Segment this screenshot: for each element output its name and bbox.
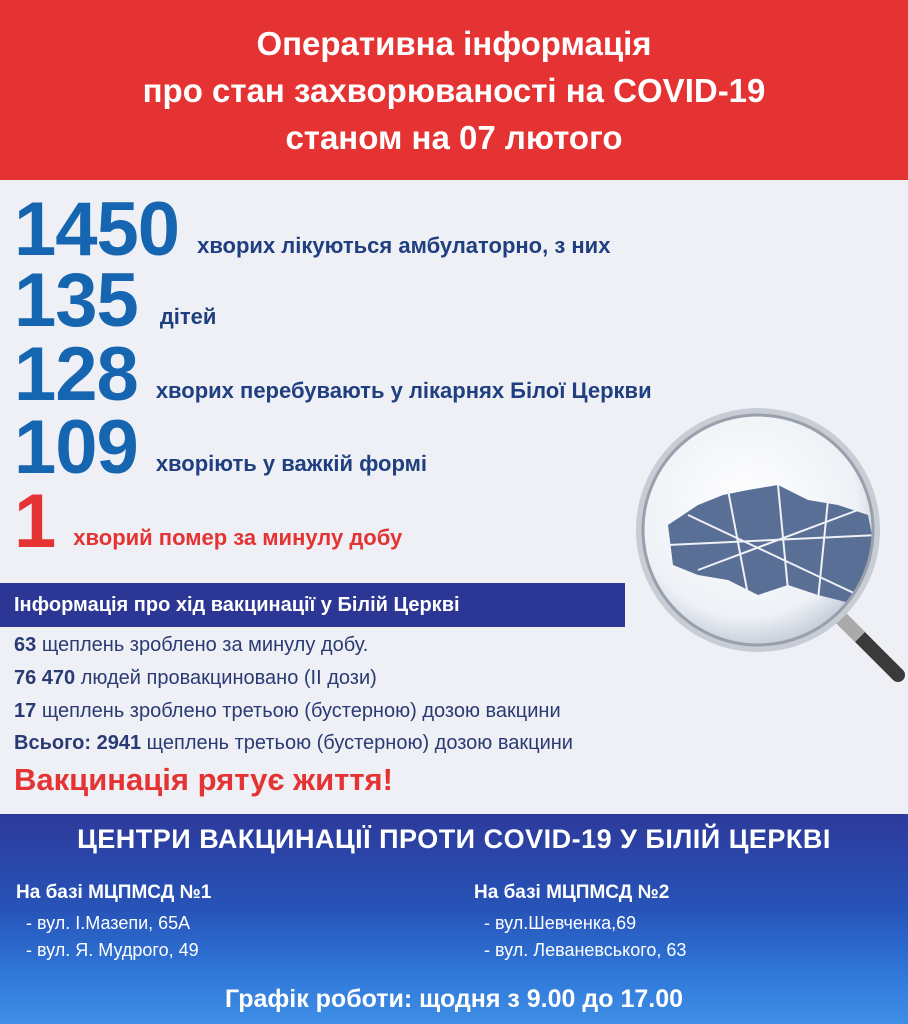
stat-label: хворий помер за минулу добу [73,525,403,550]
vaccination-value: 63 [14,634,37,656]
stat-ambulatory [14,187,611,272]
stat-label: дітей [159,304,217,329]
header-line-3: станом на 07 лютого [285,118,623,156]
vaccination-line [14,634,368,657]
centers-title: ЦЕНТРИ ВАКЦИНАЦІЇ ПРОТИ COVID-19 У БІЛІЙ ЦЕРКВІ [77,824,831,854]
vaccination-heading: Інформація про хід вакцинації у Білій Церкві [0,583,625,627]
center-address: - вул. Леваневського, 63 [484,940,687,960]
vaccination-slogan: Вакцинація рятує життя! [14,762,393,797]
stat-children [14,258,217,343]
center-address: - вул.Шевченка,69 [484,913,637,933]
stat-severe [14,405,428,490]
schedule-text: Графік роботи: щодня з 9.00 до 17.00 [224,985,684,1013]
stat-label: хворих перебувають у лікарнях Білої Церкви [155,378,652,403]
vaccination-text: щеплень третьою (бустерною) дозою вакцини [146,732,573,754]
center-address: - вул. Я. Мудрого, 49 [26,940,199,960]
header-line-2: про стан захворюваності на COVID-19 [142,71,766,109]
stat-value: 1 [14,479,56,564]
stat-label: хворих лікуються амбулаторно, з них [197,233,611,258]
stat-value: 1450 [14,187,180,272]
vaccination-text: щеплень зроблено третьою (бустерною) дозою вакцини [41,700,561,722]
center-address: - вул. І.Мазепи, 65А [26,913,191,933]
magnifier-icon [628,405,908,685]
stat-label: хворіють у важкій формі [155,451,428,476]
stat-value: 109 [14,405,138,490]
vaccination-value: 76 470 [14,667,76,689]
vaccination-text: щеплень зроблено за минулу добу. [41,634,369,656]
vaccination-text: людей провакциновано (ІІ дози) [80,667,377,689]
vaccination-line [14,700,561,723]
center-head: На базі МЦПМСД №2 [474,882,670,903]
stat-value: 128 [14,332,138,417]
center-column-2 [474,882,686,964]
center-head: На базі МЦПМСД №1 [16,882,212,903]
vaccination-line [14,667,377,690]
vaccination-value: 17 [14,700,37,722]
header-banner [0,0,908,180]
header-line-1: Оперативна інформація [256,24,652,62]
vaccination-line [14,732,573,755]
vaccination-value: Всього: 2941 [14,732,142,754]
stat-deaths [14,479,403,564]
vaccination-centers-panel [0,814,908,1024]
stat-hospitalized [14,332,652,417]
center-column-1 [16,882,211,964]
stat-value: 135 [14,258,138,343]
